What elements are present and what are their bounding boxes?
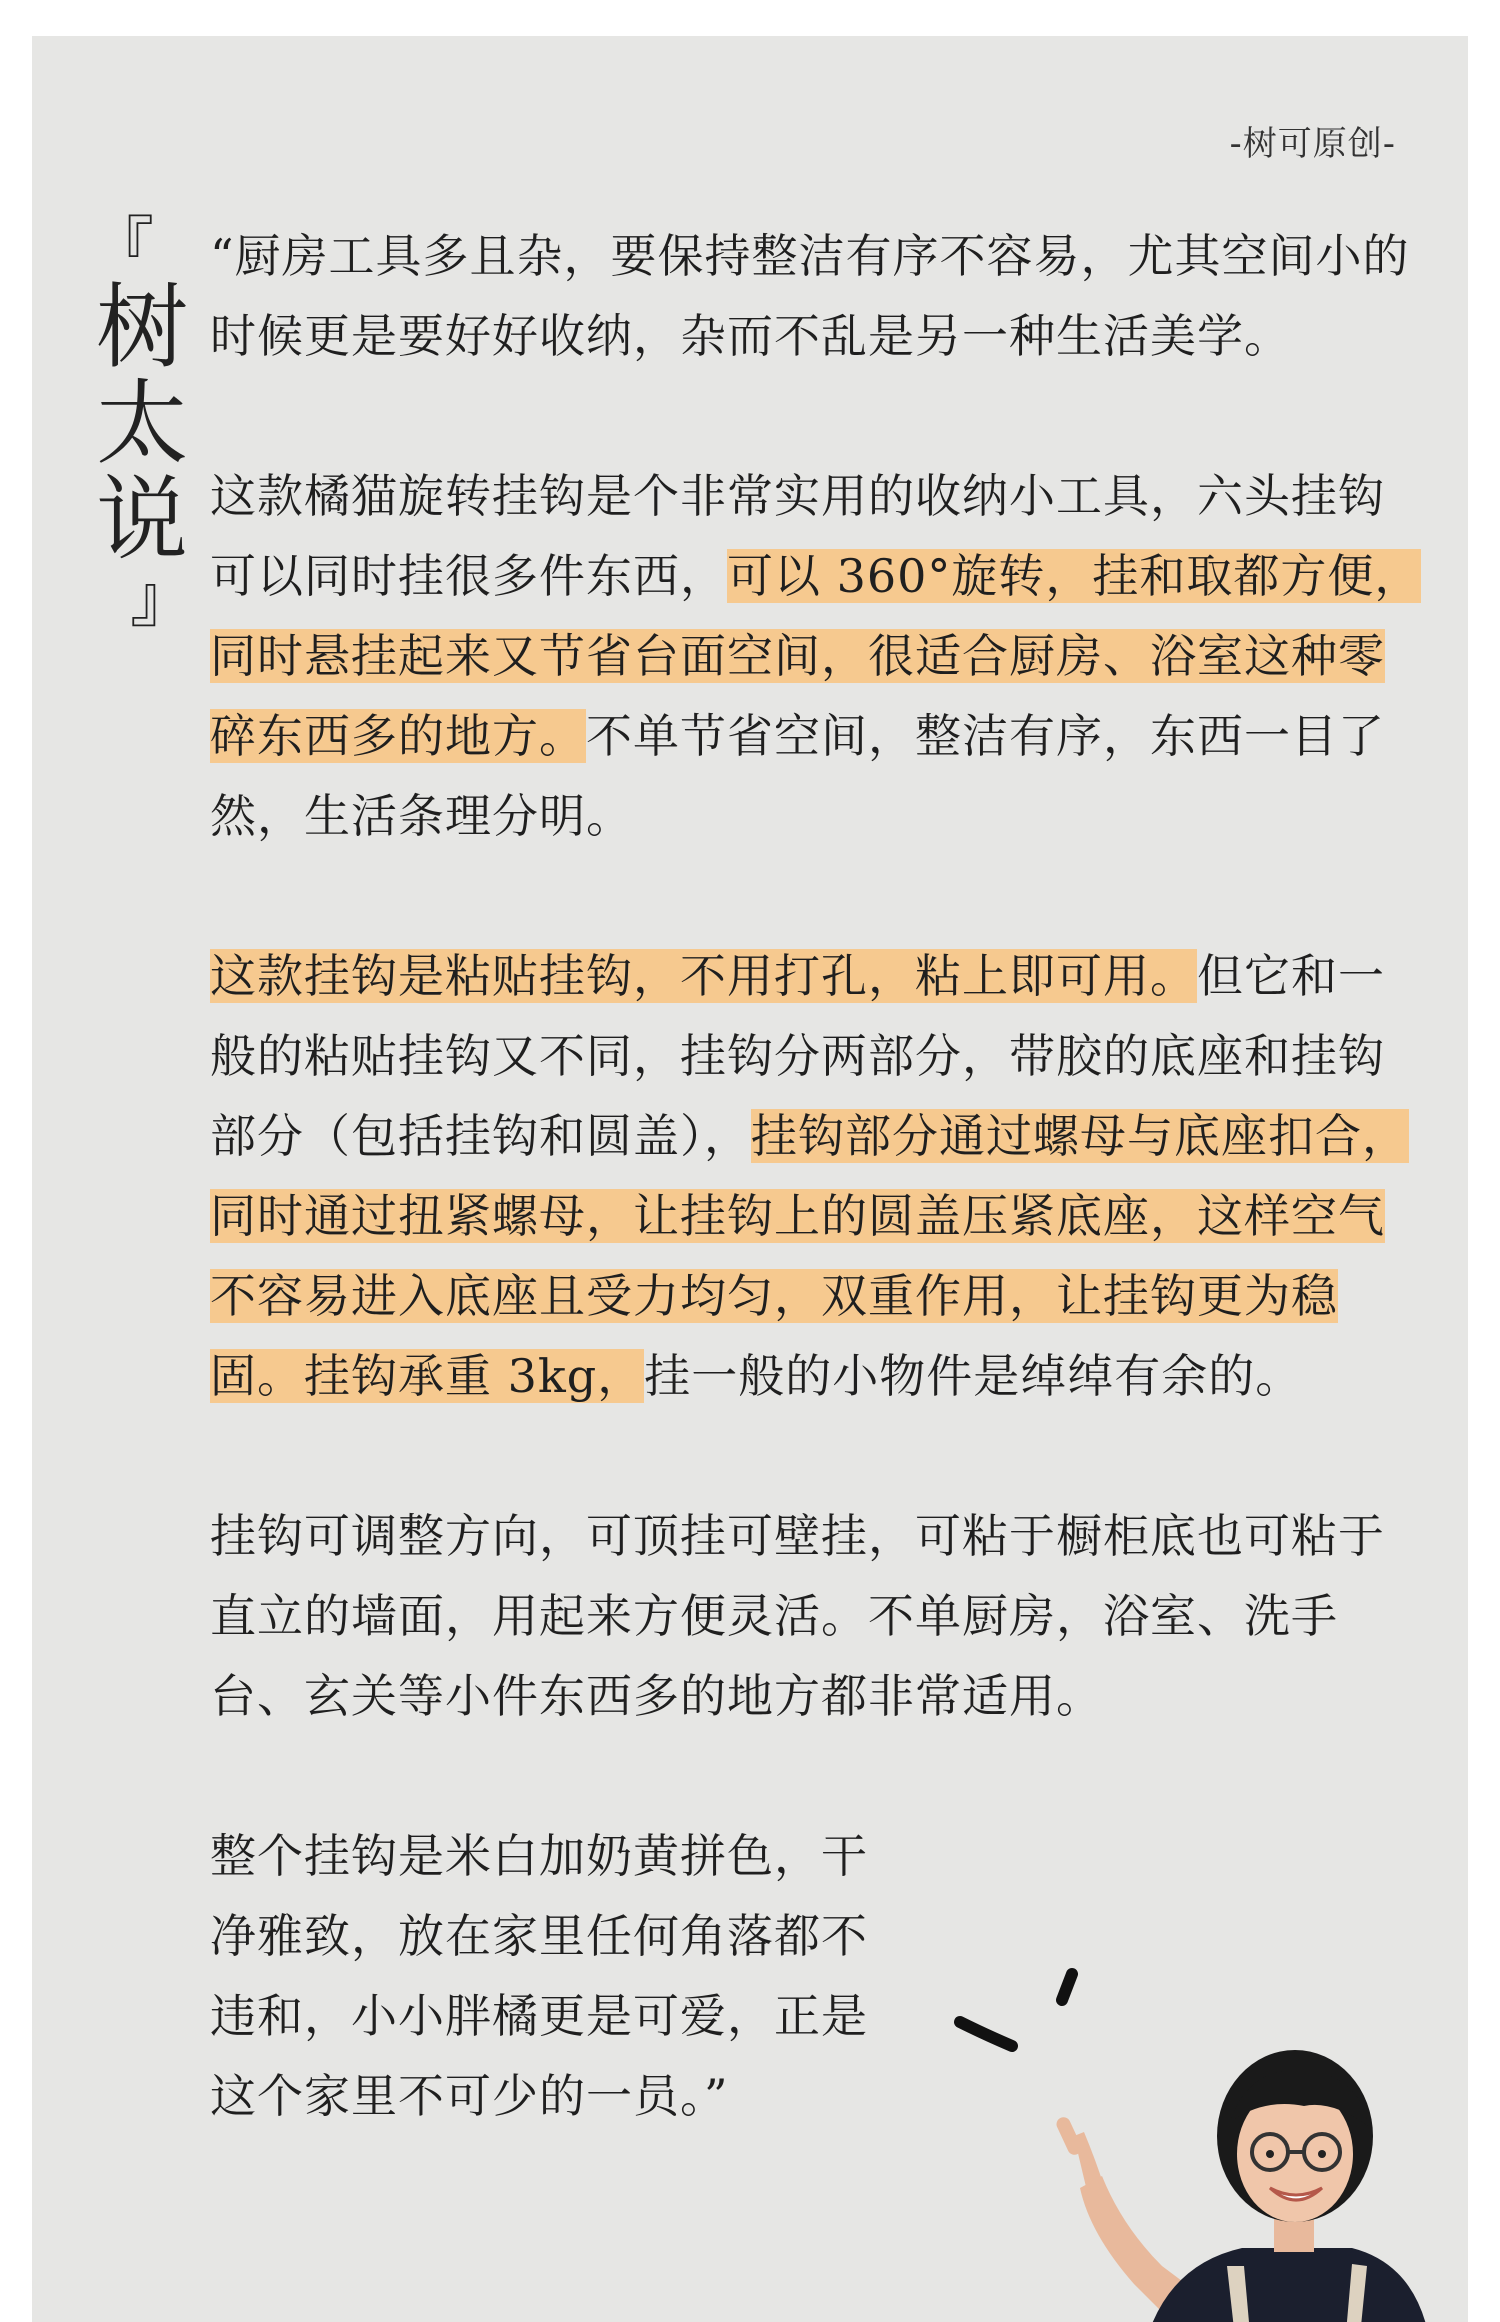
text-segment: 挂一般的小物件是绰绰有余的。 (644, 1349, 1303, 1403)
text-segment: 不单节省空间，整洁有序，东西一目了然，生活条理分明。 (210, 709, 1385, 843)
article-body (210, 216, 1430, 2216)
paragraph-rotation (210, 456, 1430, 856)
article-card (32, 36, 1468, 2322)
text-segment: 这款橘猫旋转挂钩是个非常实用的收纳小工具，六头挂钩可以同时挂很多件东西， (210, 469, 1385, 603)
highlighted-text: 挂钩部分通过螺母与底座扣合，同时通过扭紧螺母，让挂钩上的圆盖压紧底座，这样空气不容易进入底座且受力均匀，双重作用，让挂钩更为稳固。挂钩承重 3kg， (210, 1109, 1409, 1403)
title-open-bracket: 『 (90, 211, 154, 285)
text-segment: 整个挂钩是米白加奶黄拼色，干净雅致，放在家里任何角落都不违和，小小胖橘更是可爱，正是这个家里不可少的一员。” (210, 1829, 868, 2123)
highlighted-text: 可以 360°旋转，挂和取都方便，同时悬挂起来又节省台面空间，很适合厨房、浴室这种零碎东西多的地方。 (210, 549, 1422, 763)
paragraph-intro (210, 216, 1430, 376)
title-char: 太 (95, 370, 188, 477)
text-segment: 但它和一般的粘贴挂钩又不同，挂钩分两部分，带胶的底座和挂钩部分（包括挂钩和圆盖）， (210, 949, 1385, 1163)
title-char: 树 (95, 274, 188, 381)
vertical-title (82, 211, 202, 637)
credit-label: -树可原创- (1229, 124, 1396, 164)
woman-pointing-illustration (912, 1966, 1432, 2322)
title-char: 说 (95, 466, 188, 573)
paragraph-adhesive (210, 936, 1430, 1416)
highlighted-text: 这款挂钩是粘贴挂钩，不用打孔，粘上即可用。 (210, 949, 1197, 1003)
text-segment: “厨房工具多且杂，要保持整洁有序不容易，尤其空间小的时候更是要好好收纳，杂而不乱是另一种生活美学。 (210, 229, 1410, 363)
paragraph-mounting (210, 1496, 1430, 1736)
title-close-bracket: 』 (130, 563, 194, 637)
text-segment: 挂钩可调整方向，可顶挂可壁挂，可粘于橱柜底也可粘于直立的墙面，用起来方便灵活。不单厨房，浴室、洗手台、玄关等小件东西多的地方都非常适用。 (210, 1509, 1385, 1723)
paragraph-color (210, 1816, 900, 2136)
